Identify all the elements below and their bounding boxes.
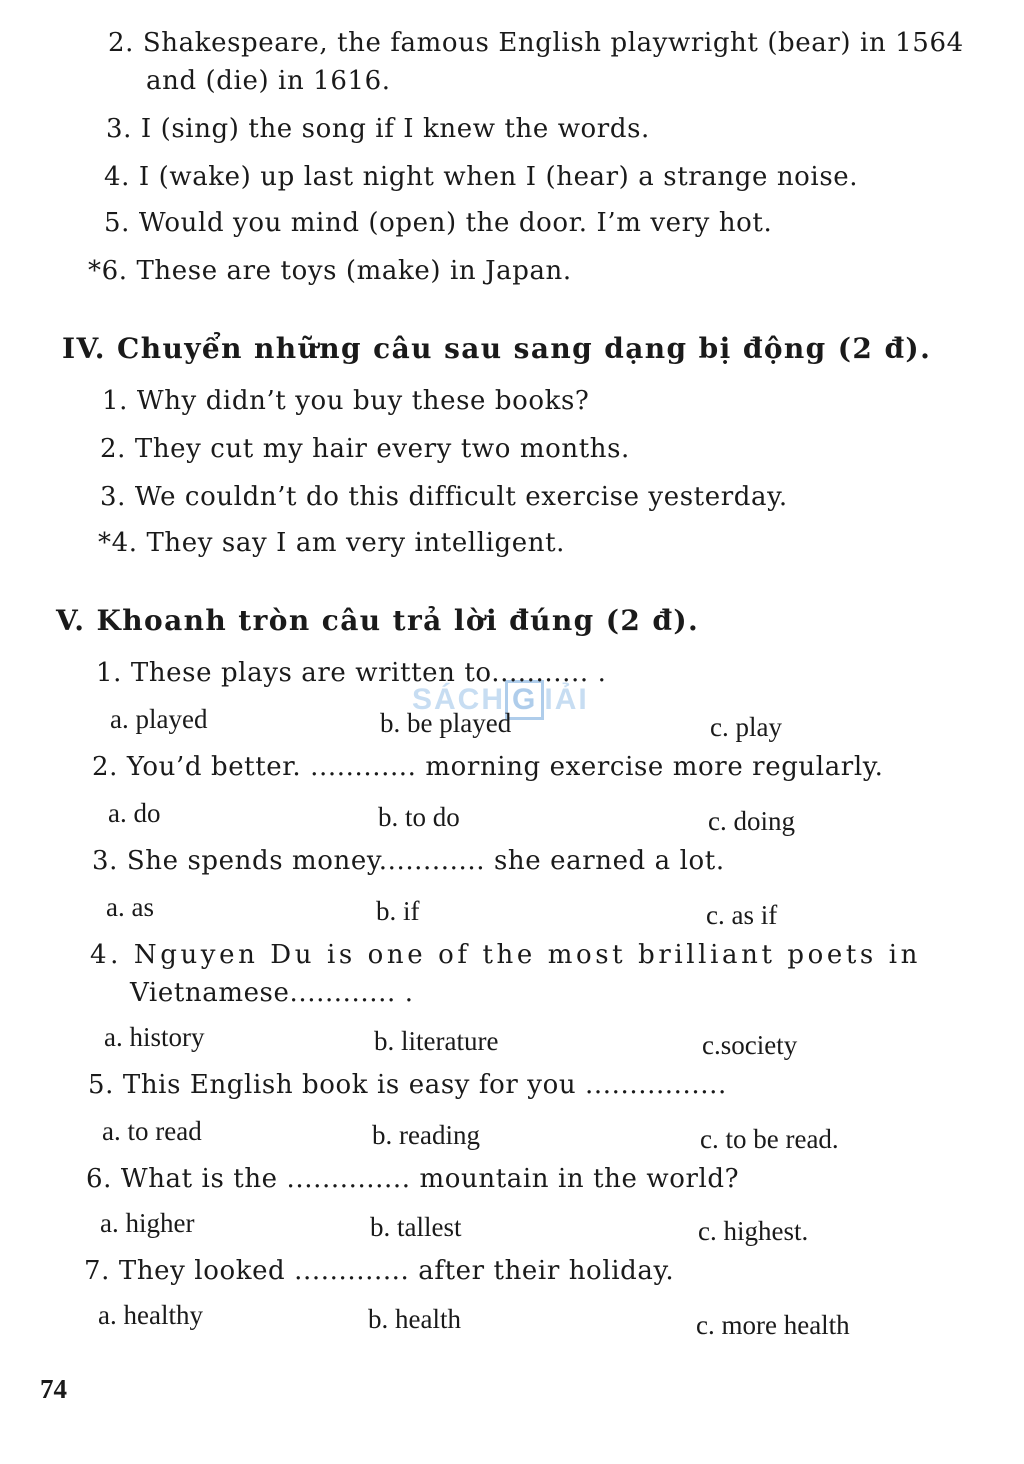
section3-item-2-cont: and (die) in 1616. bbox=[146, 66, 391, 96]
q1-option-c[interactable]: c. play bbox=[710, 712, 782, 742]
question-6: 6. What is the .............. mountain in the world? bbox=[86, 1164, 740, 1194]
q5-option-c[interactable]: c. to be read. bbox=[700, 1124, 839, 1154]
q1-option-b[interactable]: b. be played bbox=[380, 708, 512, 738]
question-4: 4. Nguyen Du is one of the most brilliant poets in bbox=[90, 940, 921, 970]
section3-item-5: 5. Would you mind (open) the door. I’m very hot. bbox=[104, 208, 773, 238]
section5-heading: V. Khoanh tròn câu trả lời đúng (2 đ). bbox=[56, 604, 700, 637]
question-2: 2. You’d better. ............ morning exercise more regularly. bbox=[92, 752, 884, 782]
q2-option-b[interactable]: b. to do bbox=[378, 802, 460, 832]
section4-heading: IV. Chuyển những câu sau sang dạng bị động (2 đ). bbox=[62, 332, 932, 365]
q3-option-a[interactable]: a. as bbox=[106, 892, 154, 922]
q4-option-b[interactable]: b. literature bbox=[374, 1026, 499, 1056]
question-1: 1. These plays are written to........... . bbox=[96, 658, 607, 688]
q6-option-b[interactable]: b. tallest bbox=[370, 1212, 462, 1242]
page-number: 74 bbox=[40, 1374, 67, 1404]
watermark-logo: SÁCH G IẢI bbox=[412, 680, 589, 720]
section4-item-3: 3. We couldn’t do this difficult exercise yesterday. bbox=[100, 482, 788, 512]
q3-option-b[interactable]: b. if bbox=[376, 896, 420, 926]
section4-item-4: *4. They say I am very intelligent. bbox=[98, 528, 566, 558]
section3-item-6: *6. These are toys (make) in Japan. bbox=[88, 256, 572, 286]
q1-option-a[interactable]: a. played bbox=[110, 704, 208, 734]
q4-option-a[interactable]: a. history bbox=[104, 1022, 205, 1052]
question-7: 7. They looked ............. after their holiday. bbox=[84, 1256, 675, 1286]
question-5: 5. This English book is easy for you ................ bbox=[88, 1070, 727, 1100]
section4-item-1: 1. Why didn’t you buy these books? bbox=[102, 386, 590, 416]
q5-option-b[interactable]: b. reading bbox=[372, 1120, 480, 1150]
q2-option-c[interactable]: c. doing bbox=[708, 806, 795, 836]
q2-option-a[interactable]: a. do bbox=[108, 798, 161, 828]
q7-option-c[interactable]: c. more health bbox=[696, 1310, 850, 1340]
q3-option-c[interactable]: c. as if bbox=[706, 900, 778, 930]
q6-option-c[interactable]: c. highest. bbox=[698, 1216, 809, 1246]
section3-item-4: 4. I (wake) up last night when I (hear) a strange noise. bbox=[104, 162, 859, 192]
section3-item-2: 2. Shakespeare, the famous English playwright (bear) in 1564 bbox=[108, 28, 964, 58]
section3-item-3: 3. I (sing) the song if I knew the words. bbox=[106, 114, 650, 144]
q6-option-a[interactable]: a. higher bbox=[100, 1208, 195, 1238]
question-4-cont: Vietnamese............ . bbox=[130, 978, 414, 1008]
section4-item-2: 2. They cut my hair every two months. bbox=[100, 434, 630, 464]
question-3: 3. She spends money............ she earned a lot. bbox=[92, 846, 725, 876]
q7-option-a[interactable]: a. healthy bbox=[98, 1300, 203, 1330]
q7-option-b[interactable]: b. health bbox=[368, 1304, 461, 1334]
q5-option-a[interactable]: a. to read bbox=[102, 1116, 202, 1146]
q4-option-c[interactable]: c.society bbox=[702, 1030, 798, 1060]
